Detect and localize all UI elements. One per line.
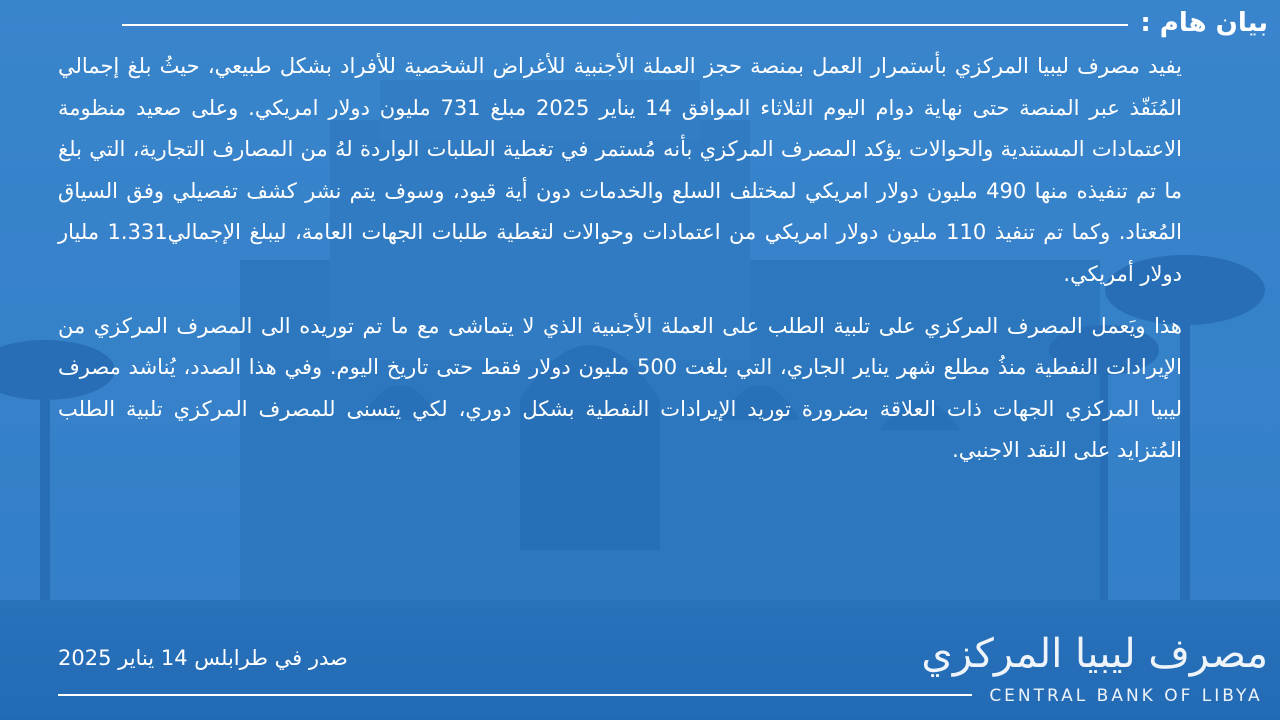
- issued-date-line: صدر في طرابلس 14 يناير 2025: [58, 646, 348, 670]
- header: [118, 6, 1268, 40]
- footer-divider: [58, 694, 972, 696]
- header-divider: [122, 24, 1128, 26]
- logo-english-text: CENTRAL BANK OF LIBYA: [989, 686, 1263, 706]
- central-bank-logo: [921, 624, 1268, 714]
- statement-body: [58, 46, 1182, 472]
- statement-paragraph-2: هذا ويَعمل المصرف المركزي على تلبية الطلب على العملة الأجنبية الذي لا يتماشى مع ما تم توريده الى المصرف المركزي من الإيرادات النفطية منذُ مطلع شهر يناير الجاري، التي بلغت 500 مليون دولار فقط حتى تاريخ اليوم. وفي هذا الصدد، يُناشد مصرف ليبيا المركزي الجهات ذات العلاقة بضرورة توريد الإيرادات النفطية بشكل دوري، لكي يتسنى للمصرف المركزي تلبية الطلب المُتزايد على النقد الاجنبي.: [58, 313, 1182, 463]
- logo-arabic-text: مصرف ليبيا المركزي: [921, 631, 1268, 677]
- statement-paragraph-1: يفيد مصرف ليبيا المركزي بأستمرار العمل بمنصة حجز العملة الأجنبية للأغراض الشخصية للأفراد بشكل طبيعي، حيثُ بلغ إجمالي المُنَفّذ عبر المنصة حتى نهاية دوام اليوم الثلاثاء الموافق 14 يناير 2025 مبلغ 731 مليون دولار امريكي. وعلى صعيد منظومة الاعتمادات المستندية والحوالات يؤكد المصرف المركزي بأنه مُستمر في تغطية الطلبات الواردة لهُ من المصارف التجارية، التي بلغ ما تم تنفيذه منها 490 مليون دولار امريكي لمختلف السلع والخدمات دون أية قيود، وسوف يتم نشر كشف تفصيلي وفق السياق المُعتاد. وكما تم تنفيذ 110 مليون دولار امريكي من اعتمادات وحوالات لتغطية طلبات الجهات العامة، ليبلغ الإجمالي1.331 مليار دولار أمريكي.: [58, 54, 1182, 286]
- statement-title: بيان هام :: [1140, 8, 1268, 38]
